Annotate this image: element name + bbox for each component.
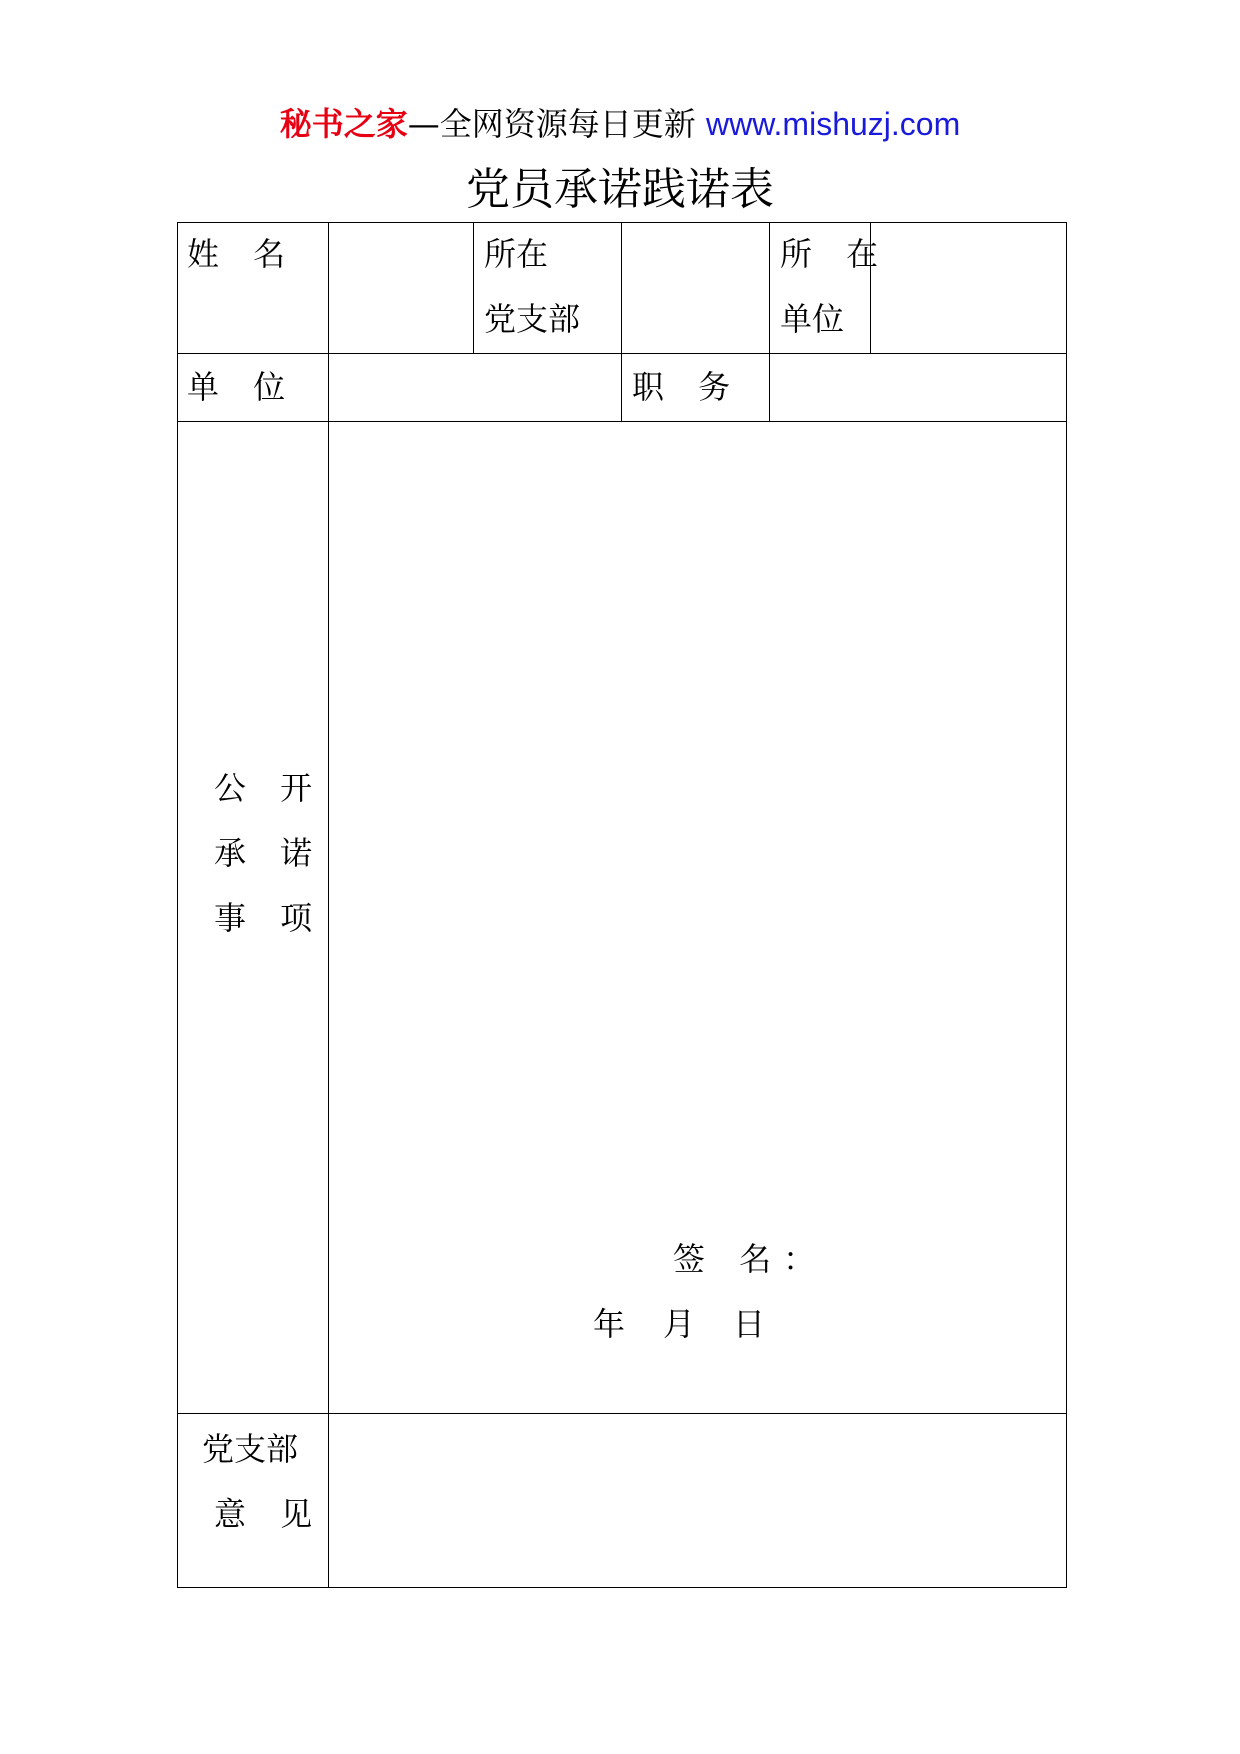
label-column-divider <box>328 222 329 1588</box>
commitment-label-line2: 承 诺 <box>214 834 325 872</box>
site-url-link[interactable]: www.mishuzj.com <box>705 106 961 142</box>
position-label: 职 务 <box>632 368 743 406</box>
commitment-form-table <box>177 222 1067 1588</box>
table-row-divider-2 <box>177 421 1067 422</box>
name-label: 姓 名 <box>187 235 298 273</box>
unit-label: 单 位 <box>187 368 298 406</box>
table-border-top <box>177 222 1067 223</box>
opinion-label-line2: 意 见 <box>214 1495 325 1533</box>
table-border-right <box>1066 222 1067 1588</box>
commitment-label-line3: 事 项 <box>214 899 325 937</box>
date-label: 年 月 日 <box>593 1305 769 1343</box>
unit-label-top-line1: 所 在 <box>780 235 891 273</box>
branch-label-line2: 党支部 <box>484 300 581 338</box>
table-border-bottom <box>177 1587 1067 1588</box>
row1-divider-c <box>769 222 770 422</box>
opinion-label-line1: 党支部 <box>202 1430 299 1468</box>
row1-divider-a <box>473 222 474 354</box>
signature-label: 签 名： <box>673 1240 828 1278</box>
page-title: 党员承诺践诺表 <box>466 164 774 215</box>
table-border-left <box>177 222 178 1588</box>
table-row-divider-1 <box>177 353 1067 354</box>
table-row-divider-3 <box>177 1413 1067 1414</box>
brand-name: 秘书之家 <box>279 105 408 143</box>
branch-label-line1: 所在 <box>484 235 549 273</box>
row1-divider-b <box>621 222 622 422</box>
site-header <box>0 100 1240 148</box>
header-slogan: —全网资源每日更新 <box>407 105 696 143</box>
unit-label-top-line2: 单位 <box>780 300 845 338</box>
commitment-label-line1: 公 开 <box>214 769 325 807</box>
